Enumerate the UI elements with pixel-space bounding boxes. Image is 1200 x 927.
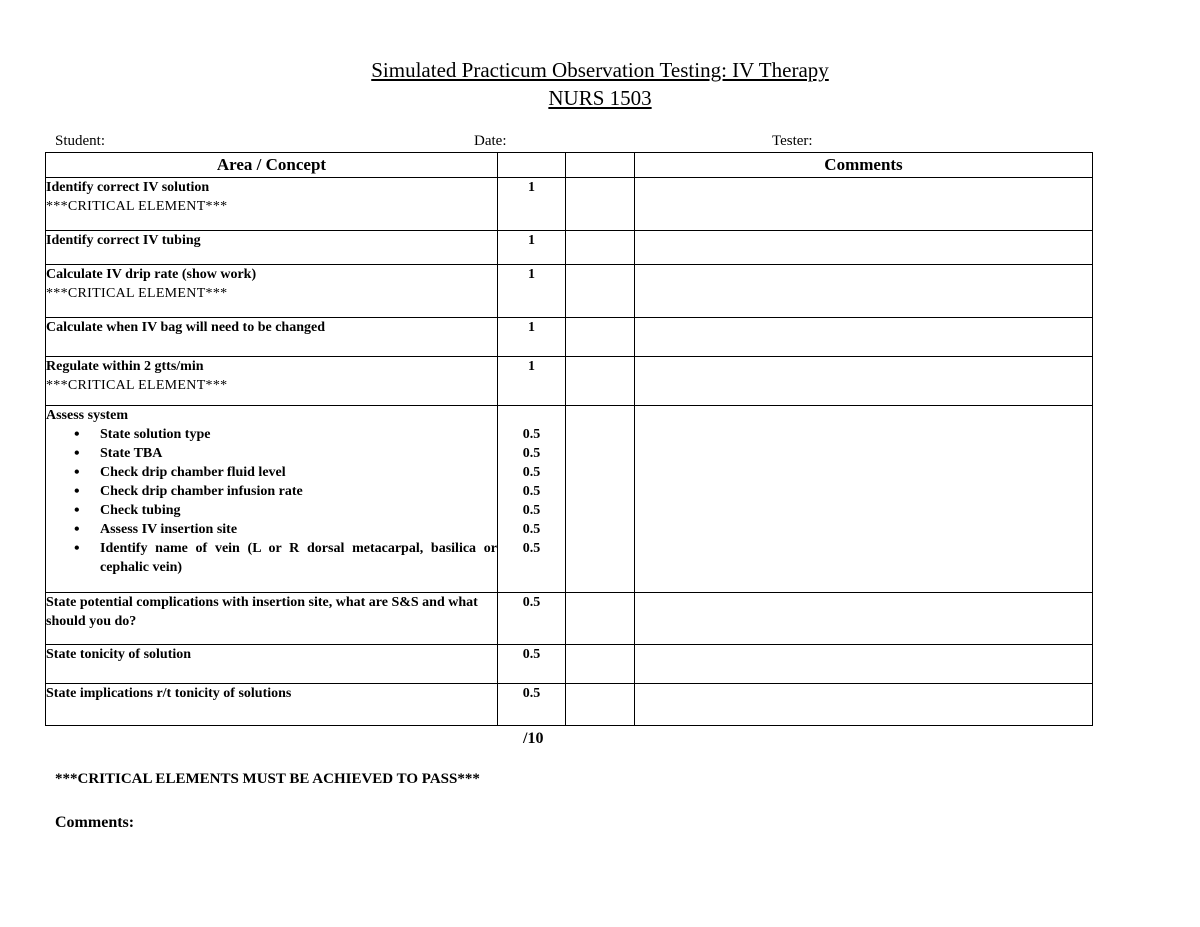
points-cell: 0.5 (498, 593, 566, 645)
critical-element-label: ***CRITICAL ELEMENT*** (46, 286, 228, 301)
table-row (46, 231, 1093, 265)
area-label: Assess system (46, 408, 129, 423)
table-row (46, 178, 1093, 231)
tester-label: Tester: (772, 133, 813, 149)
score-cell[interactable] (566, 684, 635, 726)
table-row (46, 357, 1093, 406)
critical-element-label: ***CRITICAL ELEMENT*** (46, 378, 228, 393)
comments-cell[interactable] (635, 406, 1093, 593)
list-item: • Check tubing (100, 501, 497, 520)
table-row (46, 593, 1093, 645)
list-item: • Check drip chamber infusion rate (100, 482, 497, 501)
table-row (46, 684, 1093, 726)
area-label: State implications r/t tonicity of solutions (46, 686, 292, 701)
table-row (46, 318, 1093, 357)
score-cell[interactable] (566, 178, 635, 231)
date-label: Date: (474, 133, 507, 149)
area-cell (46, 357, 498, 406)
points-cell: 1 (498, 231, 566, 265)
area-concept-header: Area / Concept (46, 153, 498, 178)
points-cell: 1 (498, 265, 566, 318)
area-cell (46, 178, 498, 231)
score-cell[interactable] (566, 265, 635, 318)
meta-row (0, 133, 1200, 153)
critical-elements-note: ***CRITICAL ELEMENTS MUST BE ACHIEVED TO PASS*** (55, 771, 480, 787)
score-cell[interactable] (566, 318, 635, 357)
sub-points: 0.5 (522, 484, 541, 499)
comments-cell[interactable] (635, 357, 1093, 406)
area-cell (46, 684, 498, 726)
comments-header: Comments (635, 153, 1093, 178)
area-cell (46, 265, 498, 318)
table-row (46, 645, 1093, 684)
table-header-row (46, 153, 1093, 178)
sub-points: 0.5 (522, 522, 541, 537)
score-cell[interactable] (566, 357, 635, 406)
comments-label: Comments: (55, 814, 135, 831)
area-label: State tonicity of solution (46, 647, 192, 662)
course-code: NURS 1503 (548, 86, 652, 110)
sub-points: 0.5 (522, 465, 541, 480)
points-header (498, 153, 566, 178)
student-label: Student: (55, 133, 106, 149)
area-cell (46, 406, 498, 593)
area-label: Identify correct IV solution (46, 180, 210, 195)
area-label: Regulate within 2 gtts/min (46, 359, 204, 374)
list-item: • Assess IV insertion site (100, 520, 497, 539)
sub-points: 0.5 (522, 427, 541, 442)
area-cell (46, 231, 498, 265)
points-cell (498, 406, 566, 593)
comments-cell[interactable] (635, 265, 1093, 318)
area-cell (46, 318, 498, 357)
total-score: /10 (523, 730, 544, 747)
document-title: Simulated Practicum Observation Testing: IV Therapy (371, 58, 829, 82)
sub-points: 0.5 (522, 503, 541, 518)
document-header (0, 56, 1200, 112)
comments-cell[interactable] (635, 593, 1093, 645)
score-cell[interactable] (566, 406, 635, 593)
score-cell[interactable] (566, 231, 635, 265)
comments-cell[interactable] (635, 318, 1093, 357)
assess-system-list (46, 425, 497, 577)
list-item: • State TBA (100, 444, 497, 463)
area-label: Identify correct IV tubing (46, 233, 201, 248)
sub-points: 0.5 (522, 446, 541, 461)
table-row (46, 406, 1093, 593)
comments-cell[interactable] (635, 645, 1093, 684)
list-item: • State solution type (100, 425, 497, 444)
score-cell[interactable] (566, 593, 635, 645)
score-header (566, 153, 635, 178)
comments-cell[interactable] (635, 178, 1093, 231)
comments-cell[interactable] (635, 684, 1093, 726)
points-cell: 0.5 (498, 645, 566, 684)
points-cell: 1 (498, 178, 566, 231)
critical-element-label: ***CRITICAL ELEMENT*** (46, 199, 228, 214)
list-item: • Identify name of vein (L or R dorsal metacarpal, basilica or cephalic vein) (100, 539, 497, 577)
area-label: State potential complications with insertion site, what are S&S and what should you do? (46, 595, 478, 629)
area-label: Calculate when IV bag will need to be changed (46, 320, 325, 335)
observation-table (45, 152, 1093, 726)
points-cell: 1 (498, 357, 566, 406)
score-cell[interactable] (566, 645, 635, 684)
area-label: Calculate IV drip rate (show work) (46, 267, 257, 282)
comments-cell[interactable] (635, 231, 1093, 265)
points-cell: 0.5 (498, 684, 566, 726)
area-cell (46, 593, 498, 645)
list-item: • Check drip chamber fluid level (100, 463, 497, 482)
area-cell (46, 645, 498, 684)
points-cell: 1 (498, 318, 566, 357)
sub-points: 0.5 (522, 541, 541, 556)
table-row (46, 265, 1093, 318)
